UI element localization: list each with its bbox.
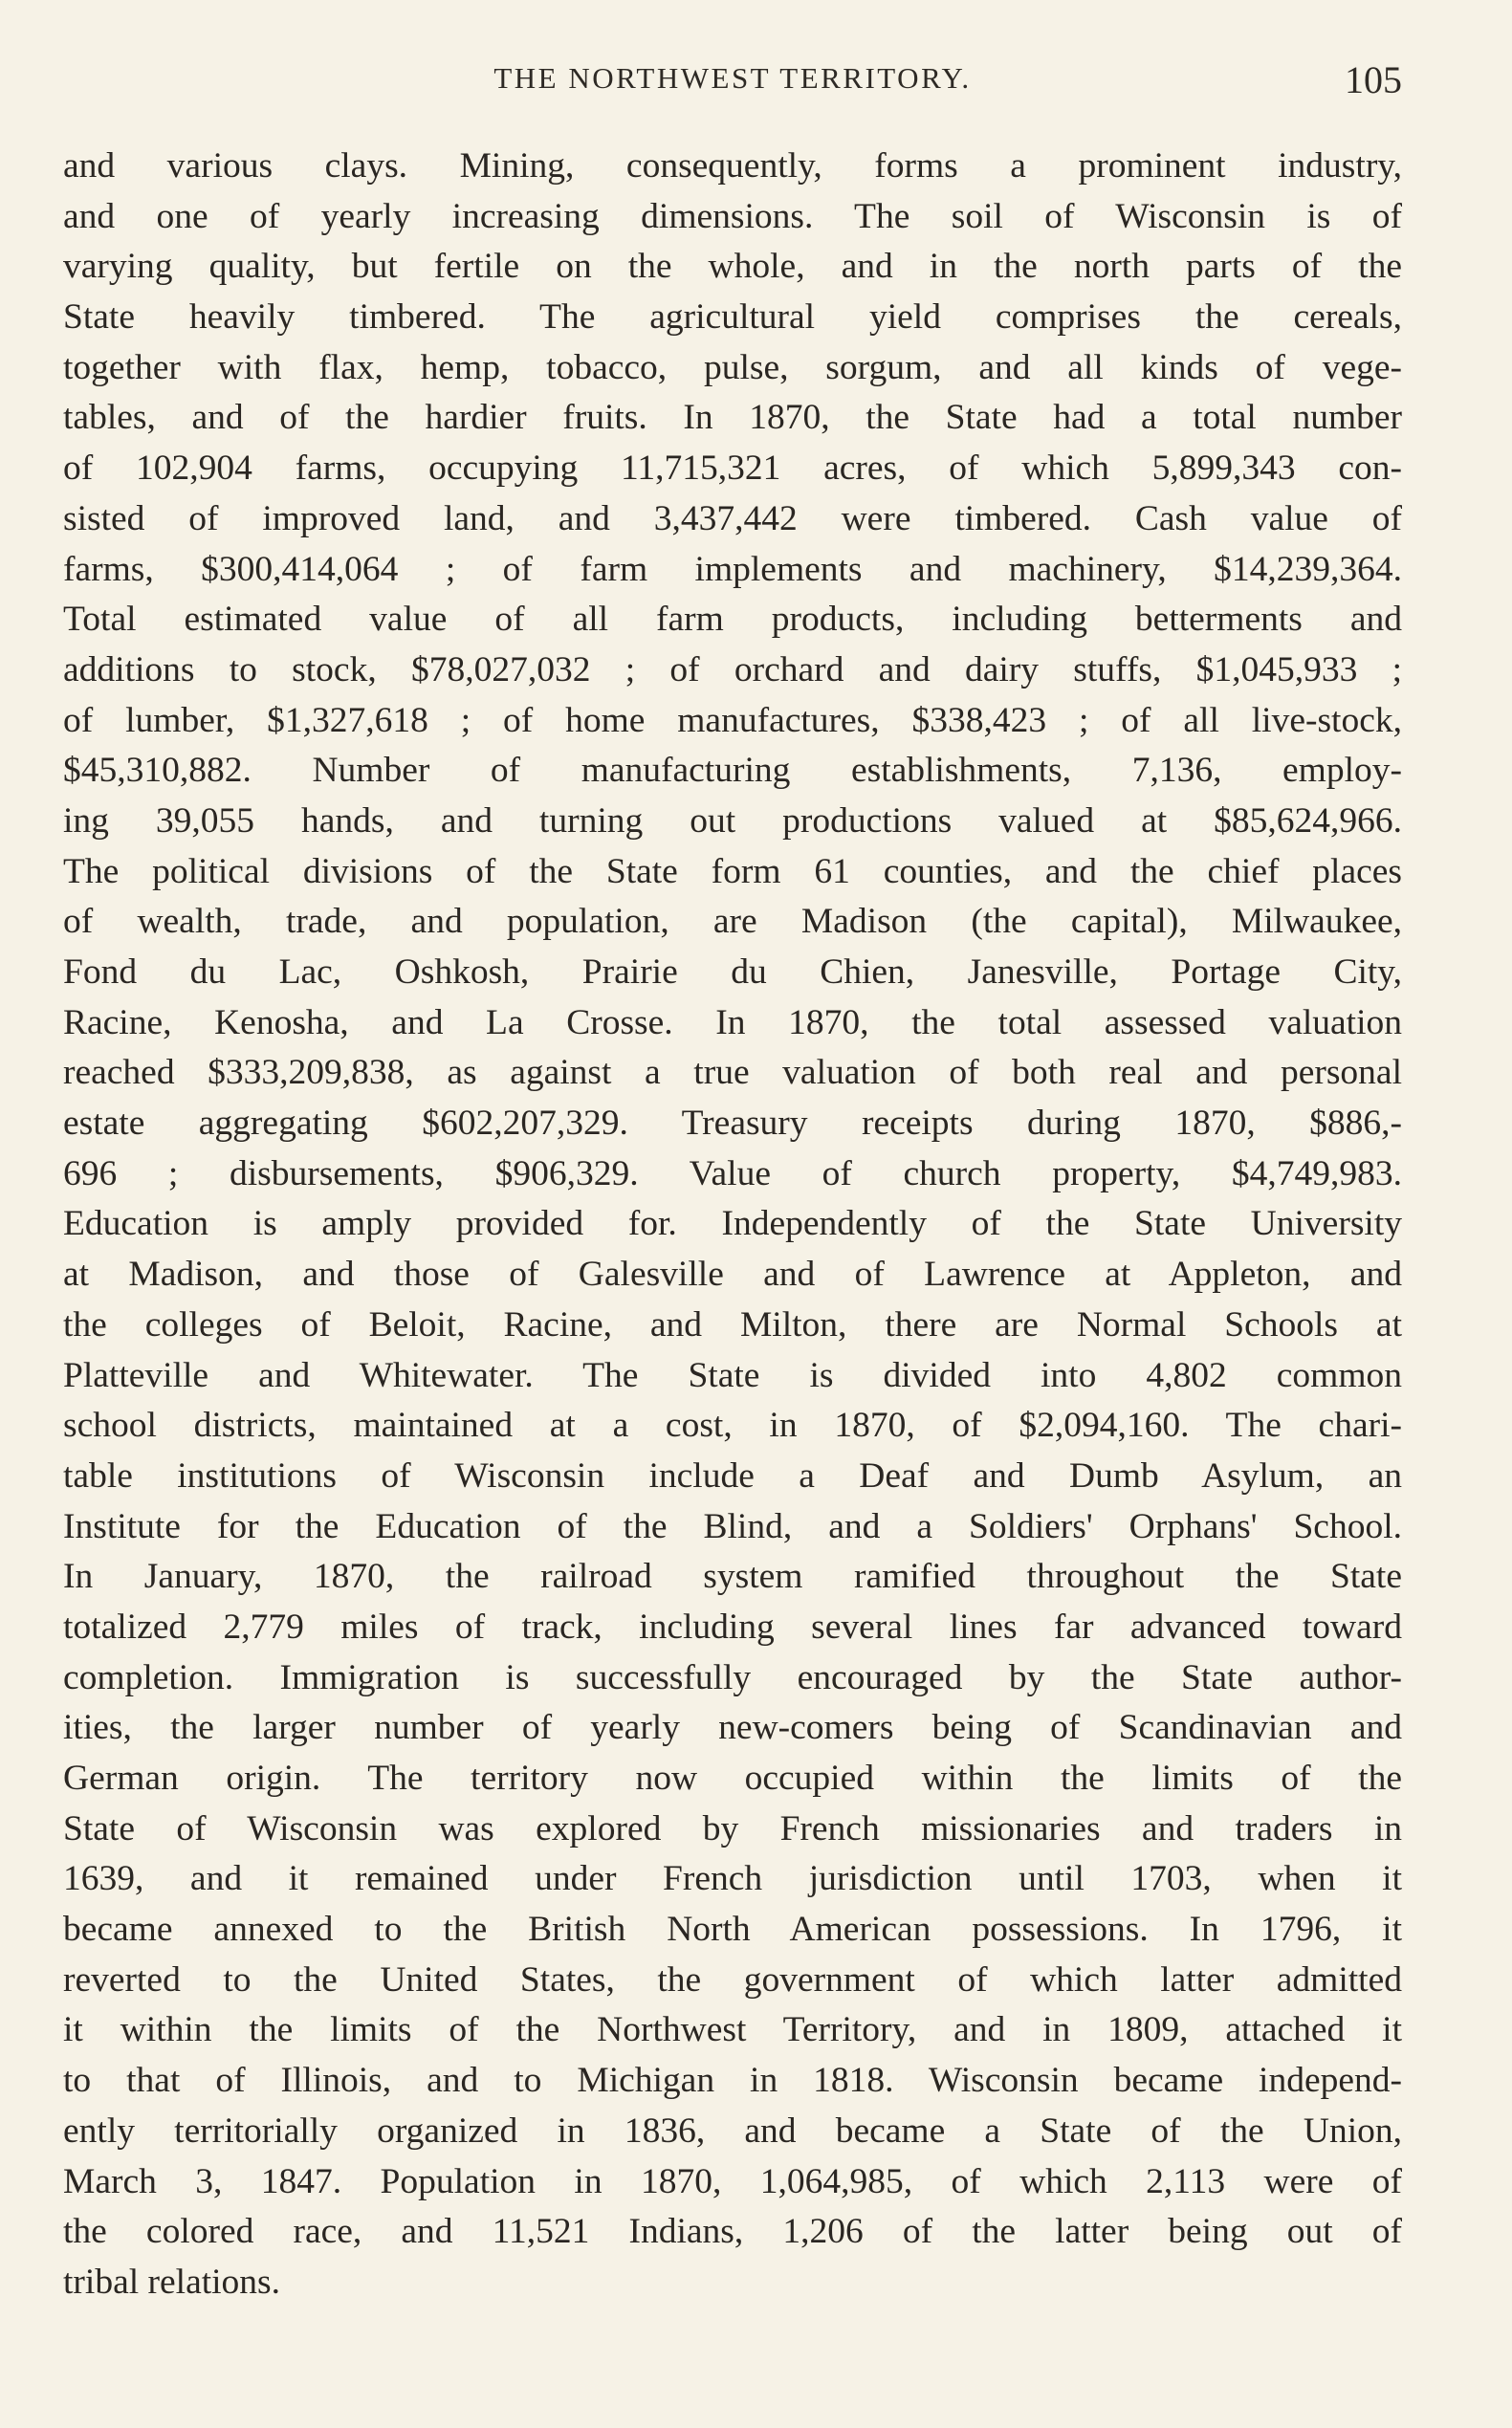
text-line: estate aggregating $602,207,329. Treasury receipts during 1870, $886,- (63, 1104, 1402, 1144)
text-line: 1639, and it remained under French jurisdiction until 1703, when it (63, 1859, 1402, 1899)
text-line: of lumber, $1,327,618 ; of home manufactures, $338,423 ; of all live-stock, (63, 700, 1402, 740)
text-line: totalized 2,779 miles of track, including several lines far advanced toward (63, 1607, 1402, 1647)
text-line: table institutions of Wisconsin include a Deaf and Dumb Asylum, an (63, 1455, 1402, 1496)
text-line: of wealth, trade, and population, are Madison (the capital), Milwaukee, (63, 902, 1402, 942)
text-line: together with flax, hemp, tobacco, pulse, sorgum, and all kinds of vege- (63, 347, 1402, 387)
text-line: Racine, Kenosha, and La Crosse. In 1870, the total assessed valuation (63, 1002, 1402, 1042)
text-line: Fond du Lac, Oshkosh, Prairie du Chien, Janesville, Portage City, (63, 952, 1402, 992)
text-line: German origin. The territory now occupied within the limits of the (63, 1759, 1402, 1798)
text-line: ities, the larger number of yearly new-comers being of Scandinavian and (63, 1708, 1402, 1748)
text-line: reached $333,209,838, as against a true valuation of both real and personal (63, 1053, 1402, 1093)
text-line: tribal relations. (63, 2262, 281, 2302)
text-line: it within the limits of the Northwest Territory, and in 1809, attached it (63, 2010, 1402, 2050)
text-line: 696 ; disbursements, $906,329. Value of church property, $4,749,983. (63, 1153, 1402, 1193)
running-head (63, 57, 1402, 109)
text-line: school districts, maintained at a cost, in 1870, of $2,094,160. The chari- (63, 1406, 1402, 1446)
text-line: additions to stock, $78,027,032 ; of orchard and dairy stuffs, $1,045,933 ; (63, 649, 1402, 689)
text-line: State of Wisconsin was explored by French missionaries and traders in (63, 1808, 1402, 1848)
text-line: and one of yearly increasing dimensions. The soil of Wisconsin is of (63, 196, 1402, 236)
text-line: sisted of improved land, and 3,437,442 were timbered. Cash value of (63, 498, 1402, 538)
text-line: ently territorially organized in 1836, and became a State of the Union, (63, 2111, 1402, 2151)
text-line: March 3, 1847. Population in 1870, 1,064,985, of which 2,113 were of (63, 2161, 1402, 2201)
text-line: tables, and of the hardier fruits. In 1870, the State had a total number (63, 398, 1402, 438)
text-line: became annexed to the British North American possessions. In 1796, it (63, 1910, 1402, 1950)
text-line: reverted to the United States, the government of which latter admitted (63, 1959, 1402, 2000)
text-line: Total estimated value of all farm products, including betterments and (63, 600, 1402, 640)
text-line: farms, $300,414,064 ; of farm implements and machinery, $14,239,364. (63, 549, 1402, 589)
text-line: to that of Illinois, and to Michigan in 1818. Wisconsin became independ- (63, 2061, 1402, 2101)
text-line: and various clays. Mining, consequently, forms a prominent industry, (63, 146, 1402, 186)
text-line: at Madison, and those of Galesville and of Lawrence at Appleton, and (63, 1255, 1402, 1295)
text-line: varying quality, but fertile on the whole, and in the north parts of the (63, 247, 1402, 287)
running-title: THE NORTHWEST TERRITORY. (493, 61, 972, 95)
body-paragraph (63, 142, 1402, 2308)
text-line: The political divisions of the State form 61 counties, and the chief places (63, 851, 1402, 891)
text-line: the colored race, and 11,521 Indians, 1,206 of the latter being out of (63, 2212, 1402, 2252)
text-line: ing 39,055 hands, and turning out productions valued at $85,624,966. (63, 800, 1402, 841)
text-line: Platteville and Whitewater. The State is divided into 4,802 common (63, 1355, 1402, 1395)
text-line: State heavily timbered. The agricultural yield comprises the cereals, (63, 297, 1402, 338)
text-line: $45,310,882. Number of manufacturing establishments, 7,136, employ- (63, 751, 1402, 791)
text-line: In January, 1870, the railroad system ramified throughout the State (63, 1557, 1402, 1597)
text-line: Education is amply provided for. Independently of the State University (63, 1204, 1402, 1244)
text-line: Institute for the Education of the Blind, and a Soldiers' Orphans' School. (63, 1506, 1402, 1546)
text-line: completion. Immigration is successfully encouraged by the State author- (63, 1657, 1402, 1697)
text-line: the colleges of Beloit, Racine, and Milton, there are Normal Schools at (63, 1304, 1402, 1345)
page-number: 105 (1345, 58, 1402, 101)
text-line: of 102,904 farms, occupying 11,715,321 acres, of which 5,899,343 con- (63, 448, 1402, 489)
